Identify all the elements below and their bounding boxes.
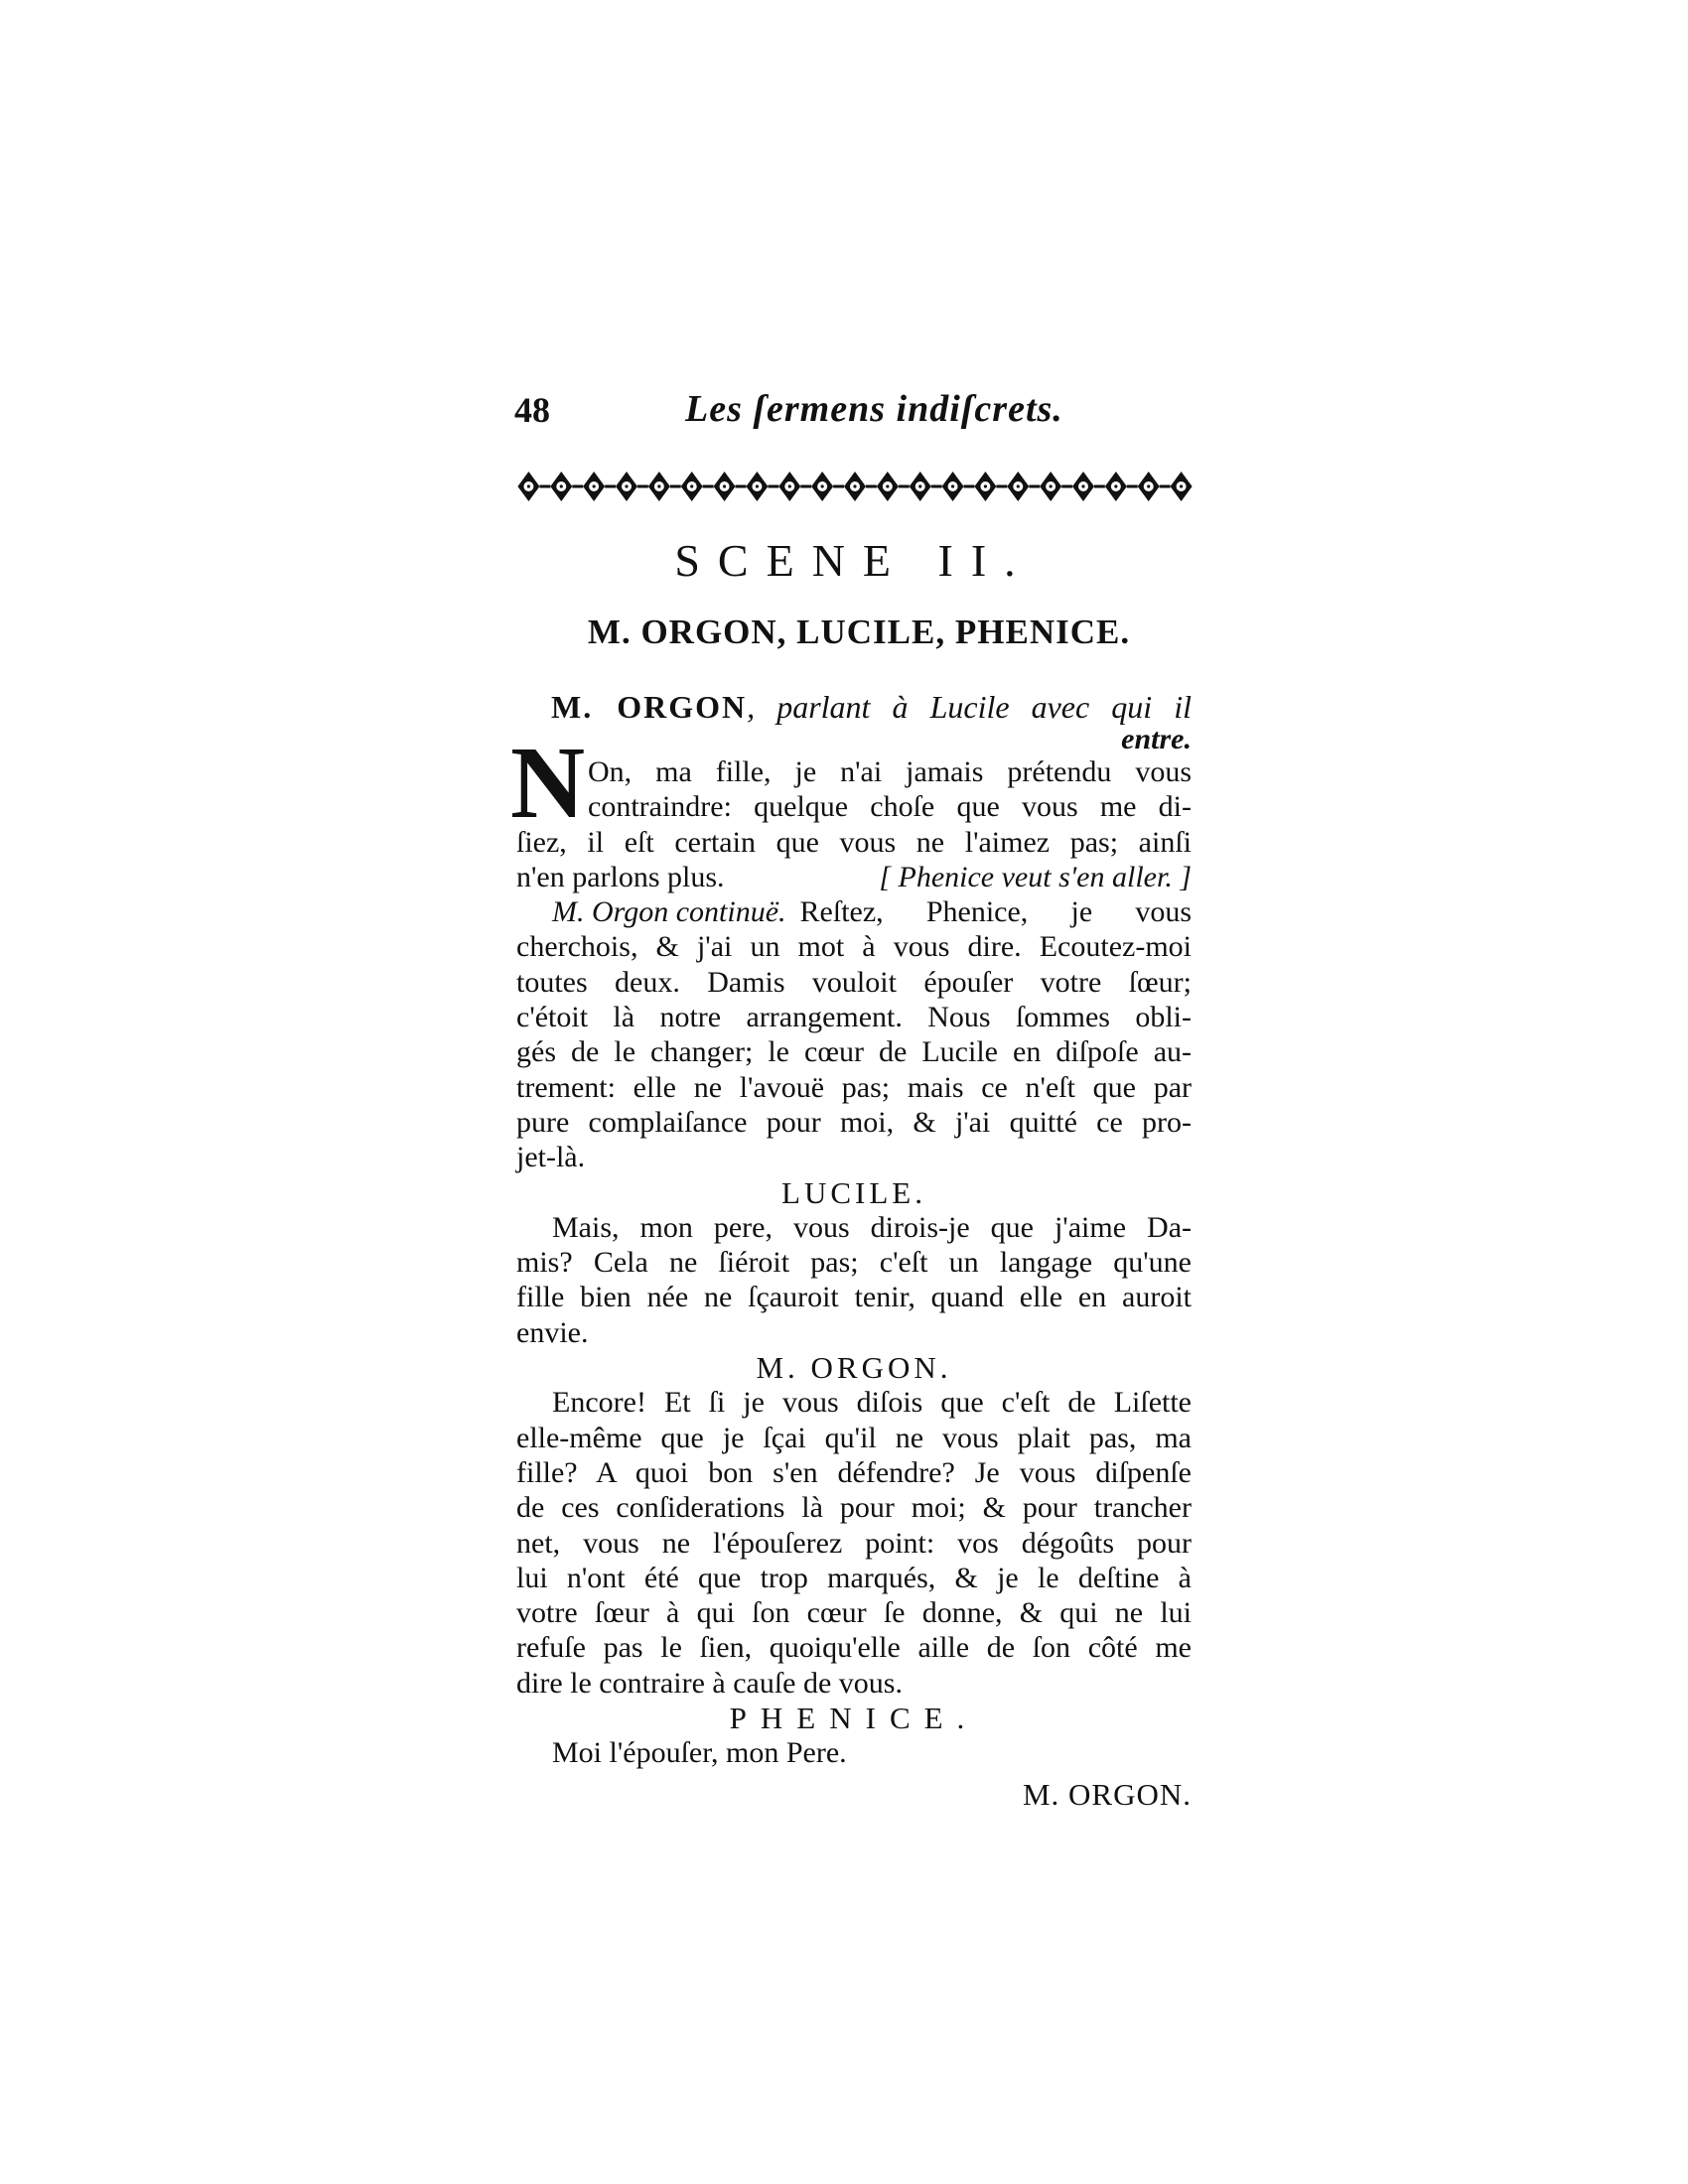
ornament-flower-icon — [811, 472, 844, 501]
text-segment: Reſtez, Phenice, je vous — [799, 895, 1192, 929]
text-line: votre ſœur à qui ſon cœur ſe donne, & qui ne lui — [516, 1596, 1192, 1630]
ornament-flower-icon — [648, 472, 681, 501]
character-list: M. ORGON, LUCILE, PHENICE. — [587, 613, 1131, 651]
speaker-heading: PHENICE. — [729, 1701, 979, 1736]
ornament-flower-icon — [942, 472, 975, 501]
ornament-flower-icon — [550, 472, 583, 501]
ornament-flower-icon — [844, 472, 877, 501]
speaker-heading: LUCILE. — [781, 1174, 926, 1210]
text-segment: n'en parlons plus. — [516, 860, 725, 893]
speaker-heading: M. ORGON. — [756, 1350, 952, 1386]
body-text — [516, 754, 1192, 1812]
drop-cap: N — [510, 726, 586, 840]
text-line: dire le contraire à cauſe de vous. — [516, 1666, 903, 1700]
ornament-flower-icon — [1040, 472, 1072, 501]
page-number: 48 — [514, 390, 550, 430]
ornament-flower-icon — [778, 472, 811, 501]
text-line: refuſe pas le ſien, quoiqu'elle aille de ſon côté me — [516, 1631, 1192, 1665]
text-line: envie. — [516, 1315, 589, 1349]
stage-direction-end: entre. — [1121, 723, 1192, 755]
text-line: jet-là. — [516, 1141, 586, 1174]
ornament-flower-icon — [681, 472, 714, 501]
ornament-flower-icon — [746, 472, 778, 501]
ornament-border — [512, 467, 1197, 506]
ornament-flower-icon — [616, 472, 648, 501]
ornament-flower-icon — [1105, 472, 1138, 501]
text-line: lui n'ont été que trop marqués, & je le deſtine à — [516, 1561, 1192, 1594]
text-line: fille? A quoi bon s'en défendre? Je vous diſpenſe — [516, 1455, 1192, 1489]
ornament-flower-icon — [1007, 472, 1040, 501]
text-line: fille bien née ne ſçauroit tenir, quand elle en auroit — [516, 1281, 1192, 1314]
speaker-name: M. ORGON — [551, 689, 748, 725]
text-line: contraindre: quelque choſe que vous me di- — [588, 790, 1192, 824]
text-line: On, ma fille, je n'ai jamais prétendu vous — [588, 755, 1192, 788]
text-line: Encore! Et ſi je vous diſois que c'eſt de Liſette — [552, 1386, 1192, 1420]
text-line: cherchois, & j'ai un mot à vous dire. Ecoutez-moi — [516, 930, 1192, 964]
text-line: Mais, mon pere, vous dirois-je que j'aime Da- — [552, 1210, 1192, 1244]
ornament-flower-icon — [1072, 472, 1105, 501]
text-line: Moi l'épouſer, mon Pere. — [552, 1736, 847, 1770]
text-line: c'étoit là notre arrangement. Nous ſommes obli- — [516, 1001, 1192, 1034]
text-line: net, vous ne l'épouſerez point: vos dégoûts pour — [516, 1526, 1192, 1560]
stage-direction: [ Phenice veut s'en aller. ] — [879, 860, 1192, 893]
ornament-flower-icon — [714, 472, 747, 501]
text-line: toutes deux. Damis vouloit épouſer votre ſœur; — [516, 965, 1192, 999]
ornament-flower-icon — [517, 472, 550, 501]
ornament-flower-icon — [910, 472, 942, 501]
text-line: pure complaiſance pour moi, & j'ai quitté ce pro- — [516, 1105, 1192, 1139]
text-line — [516, 860, 1192, 894]
catchword: M. ORGON. — [1022, 1776, 1192, 1812]
ornament-flower-icon — [974, 472, 1007, 501]
text-line: elle-même que je ſçai qu'il ne vous plait pas, ma — [516, 1421, 1192, 1454]
ornament-flower-icon — [583, 472, 616, 501]
text-line — [516, 894, 1192, 929]
text-line: mis? Cela ne ſiéroit pas; c'eſt un langage qu'une — [516, 1246, 1192, 1280]
stage-direction: M. Orgon continuë. — [552, 895, 786, 929]
text-line: gés de le changer; le cœur de Lucile en diſpoſe au- — [516, 1035, 1192, 1069]
running-title: Les ſermens indiſcrets. — [685, 388, 1063, 430]
ornament-flower-icon — [1138, 472, 1171, 501]
text-line: trement: elle ne l'avouë pas; mais ce n'eſt que par — [516, 1070, 1192, 1104]
ornament-flower-icon — [877, 472, 910, 501]
text-line: de ces conſiderations là pour moi; & pour trancher — [516, 1491, 1192, 1525]
speaker-line — [551, 689, 1192, 726]
stage-direction: , parlant à Lucile avec qui il — [747, 689, 1193, 725]
scene-title: SCENE II. — [674, 535, 1034, 586]
ornament-flower-icon — [1171, 472, 1193, 501]
text-line: ſiez, il eſt certain que vous ne l'aimez pas; ainſi — [516, 825, 1192, 859]
